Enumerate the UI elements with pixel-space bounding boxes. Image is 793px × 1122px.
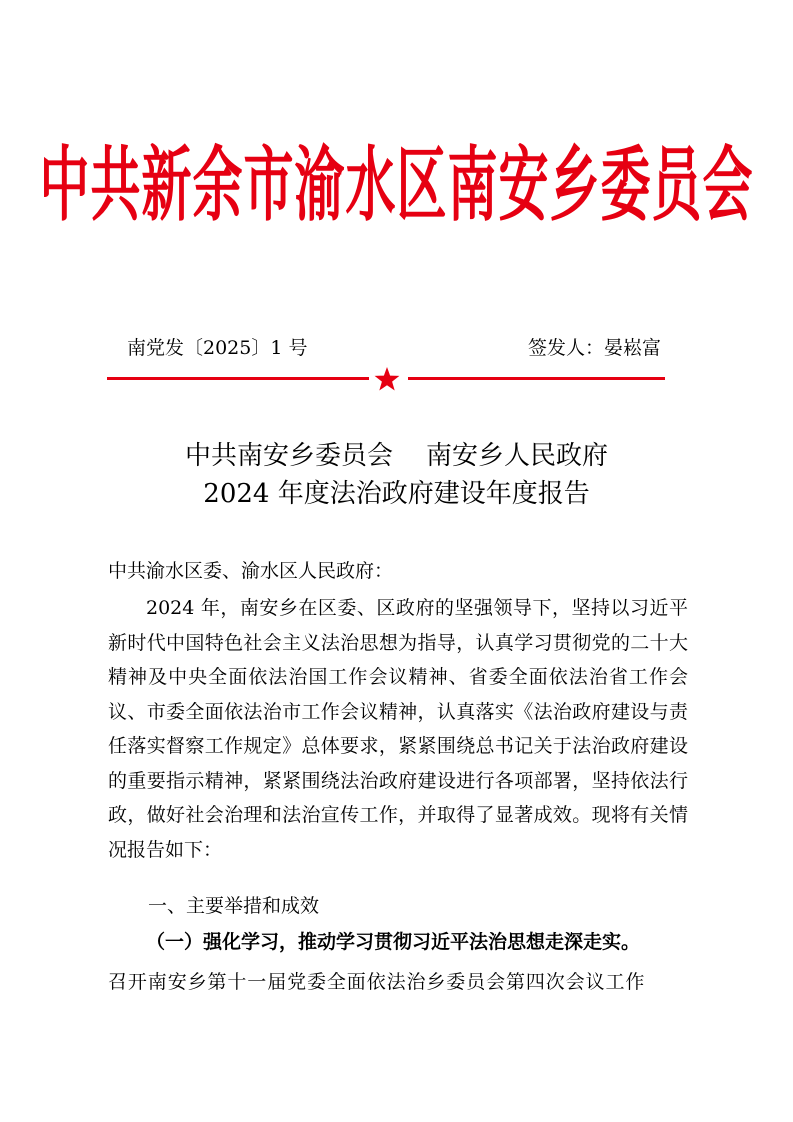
document-number: 南党发〔2025〕1 号 (127, 337, 308, 359)
report-title-line1: 中共南安乡委员会 南安乡人民政府 (184, 441, 609, 471)
masthead-title: 中共新余市渝水区南安乡委员会 (39, 138, 754, 233)
intro-paragraph: 2024 年，南安乡在区委、区政府的坚强领导下，坚持以习近平新时代中国特色社会主义法治思想为指导，认真学习贯彻党的二十大精神及中央全面依法治国工作会议精神、省委全面依法治省工作会议、市委全面依法治市工作会议精神，认真落实《法治政府建设与责任落实督察工作规定》总体要求，紧紧围绕总书记关于法治政府建设的重要指示精神，紧紧围绕法治政府建设进行各项部署，坚持依法行政，做好社会治理和法治宣传工作，并取得了显著成效。现将有关情况报告如下： (108, 597, 688, 861)
red-divider-left (107, 377, 369, 380)
report-title-line2: 2024 年度法治政府建设年度报告 (203, 479, 590, 509)
red-divider-right (408, 377, 665, 380)
section-heading: 一、主要举措和成效 (148, 895, 320, 917)
signer: 签发人：晏崧富 (527, 337, 661, 359)
red-star-icon (374, 367, 400, 391)
salutation: 中共渝水区委、渝水区人民政府： (108, 560, 394, 582)
body-text-line: 召开南安乡第十一届党委全面依法治乡委员会第四次会议工作 (108, 971, 646, 993)
subsection-heading: （一）强化学习，推动学习贯彻习近平法治思想走深走实。 (146, 931, 641, 953)
